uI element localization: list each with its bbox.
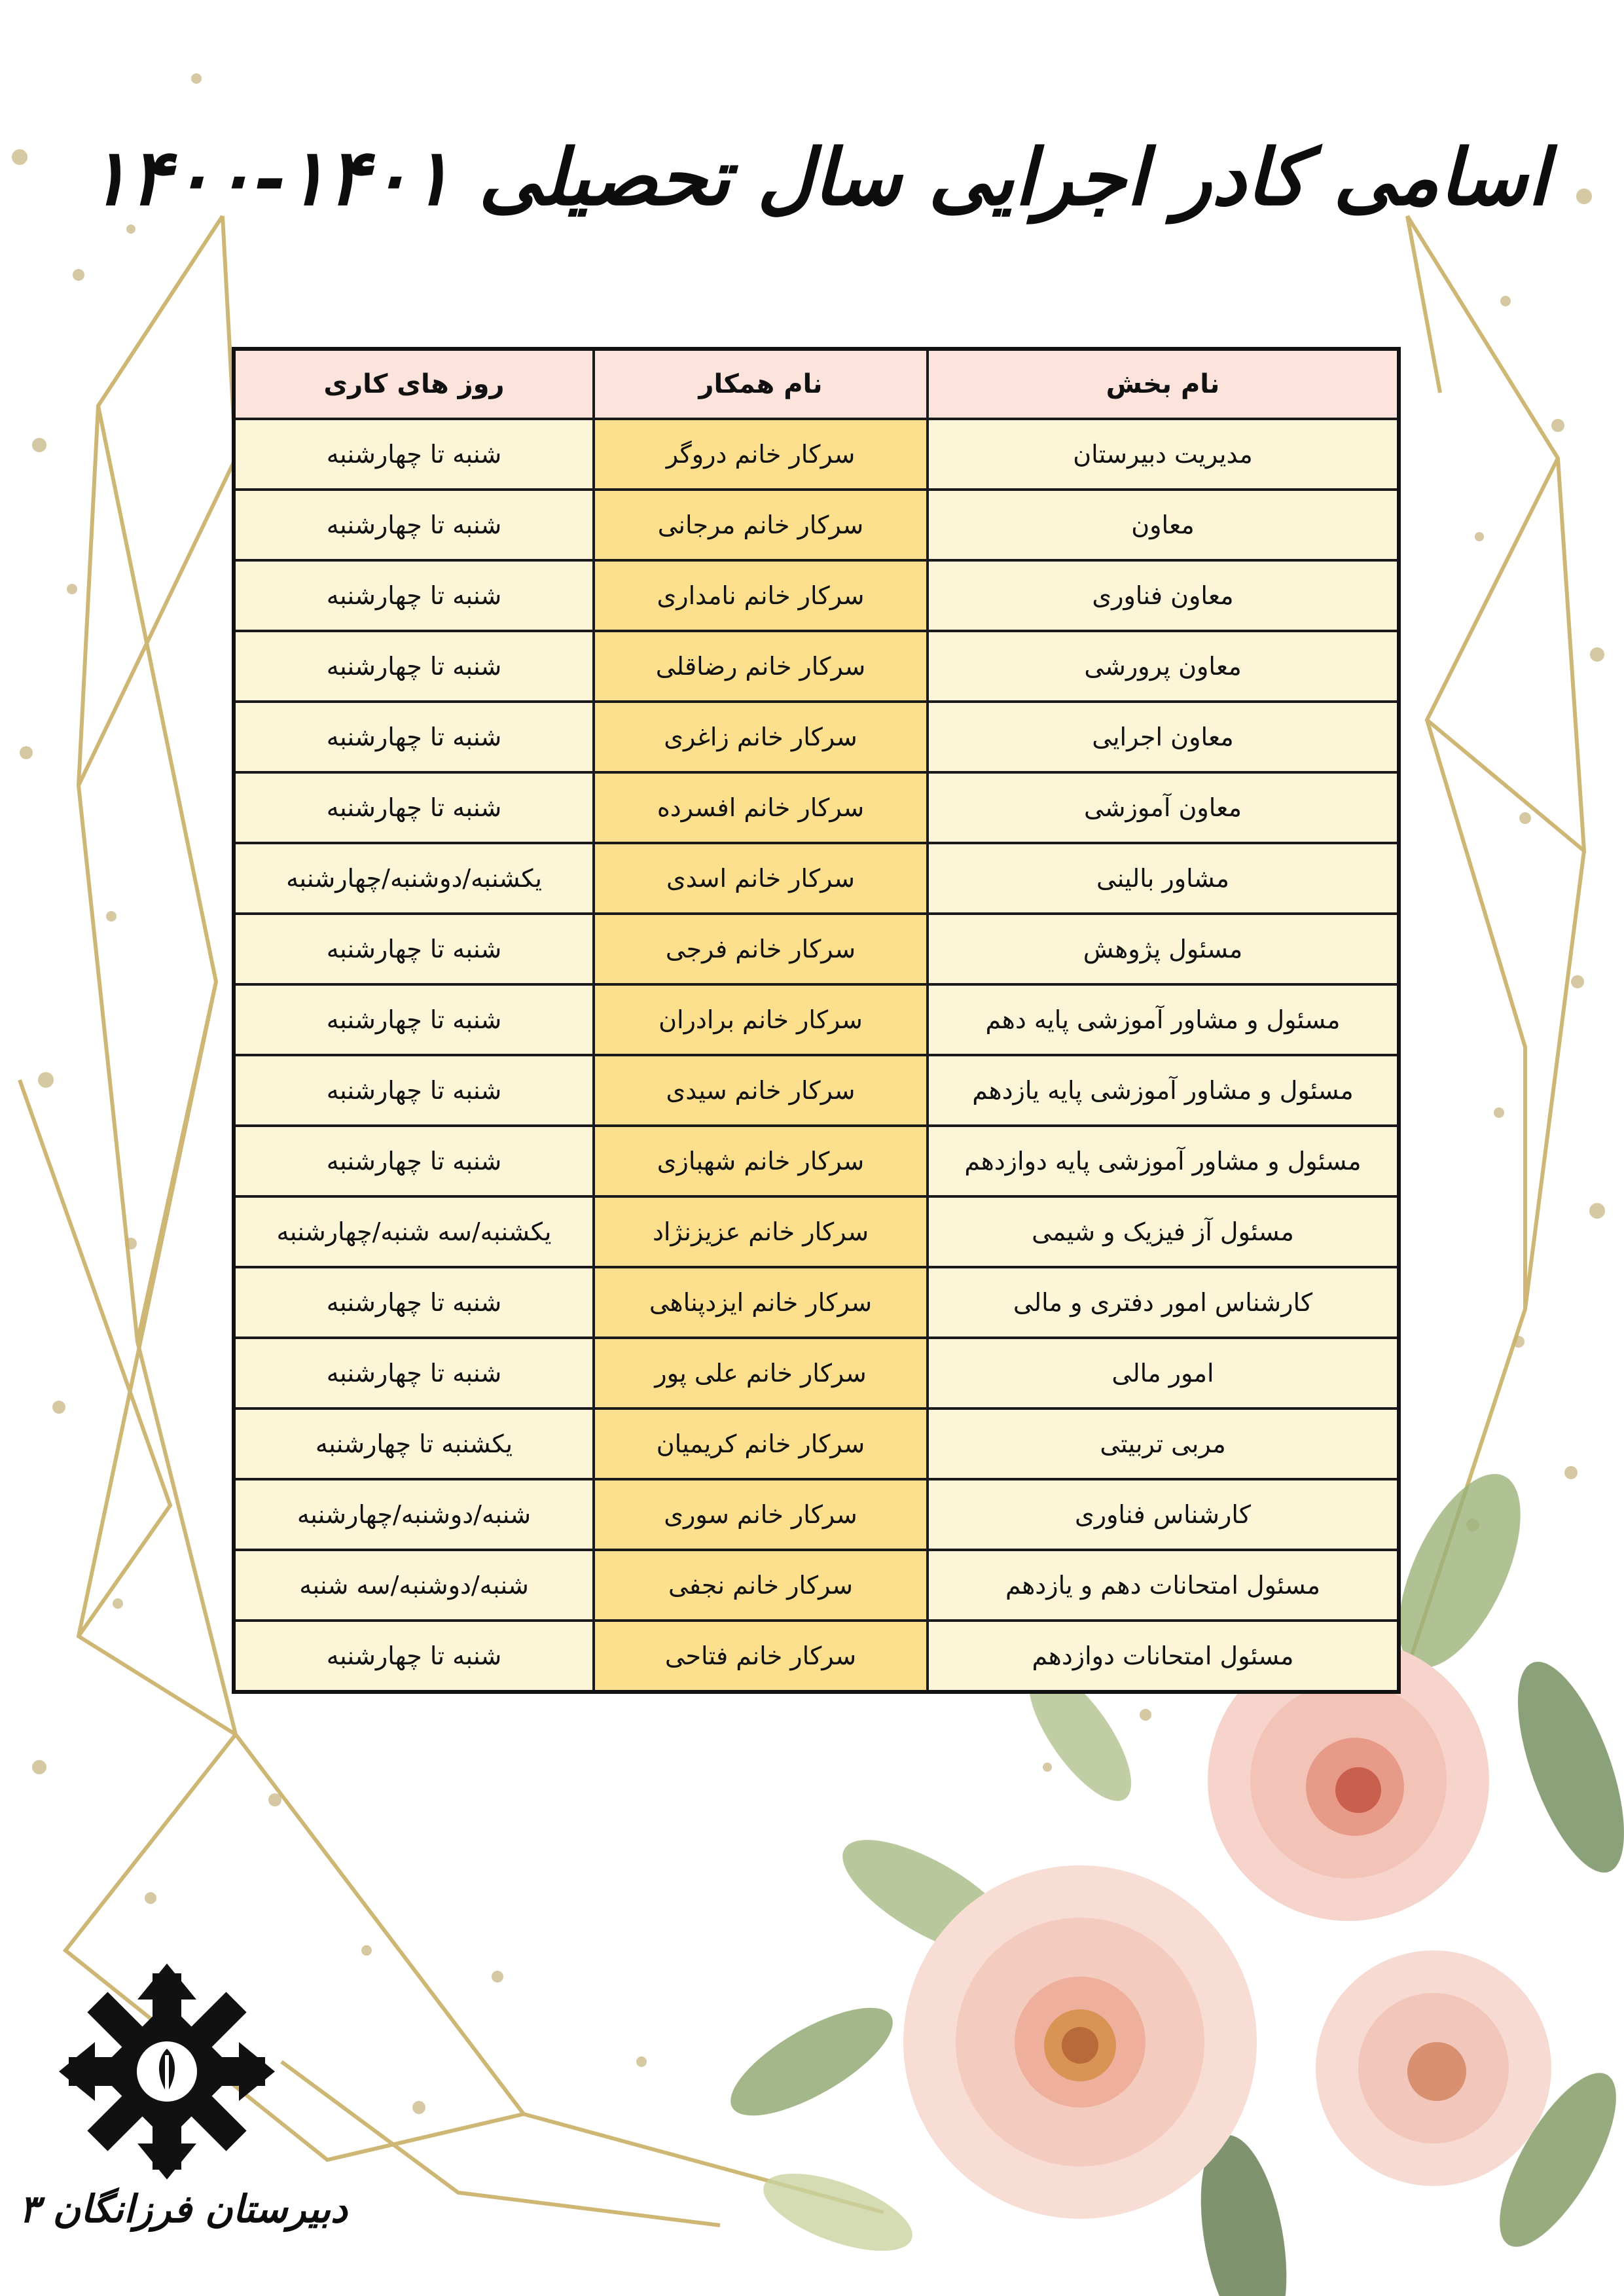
cell-department: مسئول و مشاور آموزشی پایه دهم bbox=[928, 984, 1399, 1055]
table-row bbox=[234, 419, 1399, 490]
table-row bbox=[234, 1408, 1399, 1479]
rose-main bbox=[903, 1865, 1257, 2219]
cell-department: مدیریت دبیرستان bbox=[928, 419, 1399, 490]
cell-department: مربی تربیتی bbox=[928, 1408, 1399, 1479]
cell-department: مسئول و مشاور آموزشی پایه یازدهم bbox=[928, 1055, 1399, 1126]
table-row bbox=[234, 843, 1399, 914]
cell-colleague: سرکار خانم فتاحی bbox=[594, 1621, 928, 1692]
cell-days: یکشنبه/دوشنبه/چهارشنبه bbox=[234, 843, 594, 914]
cell-days: یکشنبه/سه شنبه/چهارشنبه bbox=[234, 1196, 594, 1267]
page-title: اسامی کادر اجرایی سال تحصیلی ۱۴۰۱-۱۴۰۰ bbox=[88, 131, 1549, 223]
cell-days: شنبه/دوشنبه/سه شنبه bbox=[234, 1550, 594, 1621]
table-row bbox=[234, 560, 1399, 631]
header-days: روز های کاری bbox=[234, 349, 594, 419]
table-row bbox=[234, 1550, 1399, 1621]
cell-days: شنبه تا چهارشنبه bbox=[234, 490, 594, 560]
cell-department: کارشناس فناوری bbox=[928, 1479, 1399, 1550]
cell-colleague: سرکار خانم افسرده bbox=[594, 772, 928, 843]
cell-days: شنبه تا چهارشنبه bbox=[234, 1055, 594, 1126]
cell-days: شنبه تا چهارشنبه bbox=[234, 914, 594, 984]
cell-days: شنبه/دوشنبه/چهارشنبه bbox=[234, 1479, 594, 1550]
staff-table bbox=[232, 347, 1401, 1694]
table-row bbox=[234, 702, 1399, 772]
cell-colleague: سرکار خانم فرجی bbox=[594, 914, 928, 984]
cell-colleague: سرکار خانم مرجانی bbox=[594, 490, 928, 560]
table-row bbox=[234, 1267, 1399, 1338]
cell-department: مسئول پژوهش bbox=[928, 914, 1399, 984]
cell-colleague: سرکار خانم شهبازی bbox=[594, 1126, 928, 1196]
cell-days: شنبه تا چهارشنبه bbox=[234, 702, 594, 772]
table-row bbox=[234, 772, 1399, 843]
cell-department: مشاور بالینی bbox=[928, 843, 1399, 914]
table-row bbox=[234, 914, 1399, 984]
cell-days: شنبه تا چهارشنبه bbox=[234, 1621, 594, 1692]
cell-department: مسئول امتحانات دوازدهم bbox=[928, 1621, 1399, 1692]
cell-colleague: سرکار خانم زاغری bbox=[594, 702, 928, 772]
staff-table-container bbox=[236, 347, 1401, 1694]
header-department: نام بخش bbox=[928, 349, 1399, 419]
rose-right bbox=[1316, 1950, 1551, 2186]
cell-colleague: سرکار خانم نجفی bbox=[594, 1550, 928, 1621]
cell-department: معاون اجرایی bbox=[928, 702, 1399, 772]
cell-days: شنبه تا چهارشنبه bbox=[234, 1126, 594, 1196]
school-logo-emblem bbox=[59, 1964, 275, 2179]
table-row bbox=[234, 490, 1399, 560]
cell-department: امور مالی bbox=[928, 1338, 1399, 1408]
cell-days: شنبه تا چهارشنبه bbox=[234, 772, 594, 843]
cell-department: مسئول امتحانات دهم و یازدهم bbox=[928, 1550, 1399, 1621]
cell-days: شنبه تا چهارشنبه bbox=[234, 419, 594, 490]
table-row bbox=[234, 1621, 1399, 1692]
cell-days: یکشنبه تا چهارشنبه bbox=[234, 1408, 594, 1479]
cell-days: شنبه تا چهارشنبه bbox=[234, 1267, 594, 1338]
cell-colleague: سرکار خانم اسدی bbox=[594, 843, 928, 914]
table-row bbox=[234, 1126, 1399, 1196]
cell-colleague: سرکار خانم علی پور bbox=[594, 1338, 928, 1408]
cell-colleague: سرکار خانم کریمیان bbox=[594, 1408, 928, 1479]
cell-colleague: سرکار خانم ایزدپناهی bbox=[594, 1267, 928, 1338]
cell-colleague: سرکار خانم عزیزنژاد bbox=[594, 1196, 928, 1267]
cell-department: معاون پرورشی bbox=[928, 631, 1399, 702]
table-row bbox=[234, 984, 1399, 1055]
cell-colleague: سرکار خانم دروگر bbox=[594, 419, 928, 490]
cell-department: کارشناس امور دفتری و مالی bbox=[928, 1267, 1399, 1338]
cell-colleague: سرکار خانم سیدی bbox=[594, 1055, 928, 1126]
table-row bbox=[234, 1055, 1399, 1126]
cell-colleague: سرکار خانم رضاقلی bbox=[594, 631, 928, 702]
cell-days: شنبه تا چهارشنبه bbox=[234, 984, 594, 1055]
table-row bbox=[234, 1196, 1399, 1267]
table-row bbox=[234, 631, 1399, 702]
header-colleague: نام همکار bbox=[594, 349, 928, 419]
table-row bbox=[234, 1338, 1399, 1408]
cell-days: شنبه تا چهارشنبه bbox=[234, 631, 594, 702]
cell-colleague: سرکار خانم نامداری bbox=[594, 560, 928, 631]
cell-department: مسئول آز فیزیک و شیمی bbox=[928, 1196, 1399, 1267]
cell-colleague: سرکار خانم برادران bbox=[594, 984, 928, 1055]
table-row bbox=[234, 1479, 1399, 1550]
cell-days: شنبه تا چهارشنبه bbox=[234, 560, 594, 631]
school-name: دبیرستان فرزانگان ۳ bbox=[19, 2187, 348, 2231]
cell-days: شنبه تا چهارشنبه bbox=[234, 1338, 594, 1408]
cell-department: معاون آموزشی bbox=[928, 772, 1399, 843]
cell-department: مسئول و مشاور آموزشی پایه دوازدهم bbox=[928, 1126, 1399, 1196]
table-header-row bbox=[234, 349, 1399, 419]
cell-colleague: سرکار خانم سوری bbox=[594, 1479, 928, 1550]
cell-department: معاون فناوری bbox=[928, 560, 1399, 631]
cell-department: معاون bbox=[928, 490, 1399, 560]
